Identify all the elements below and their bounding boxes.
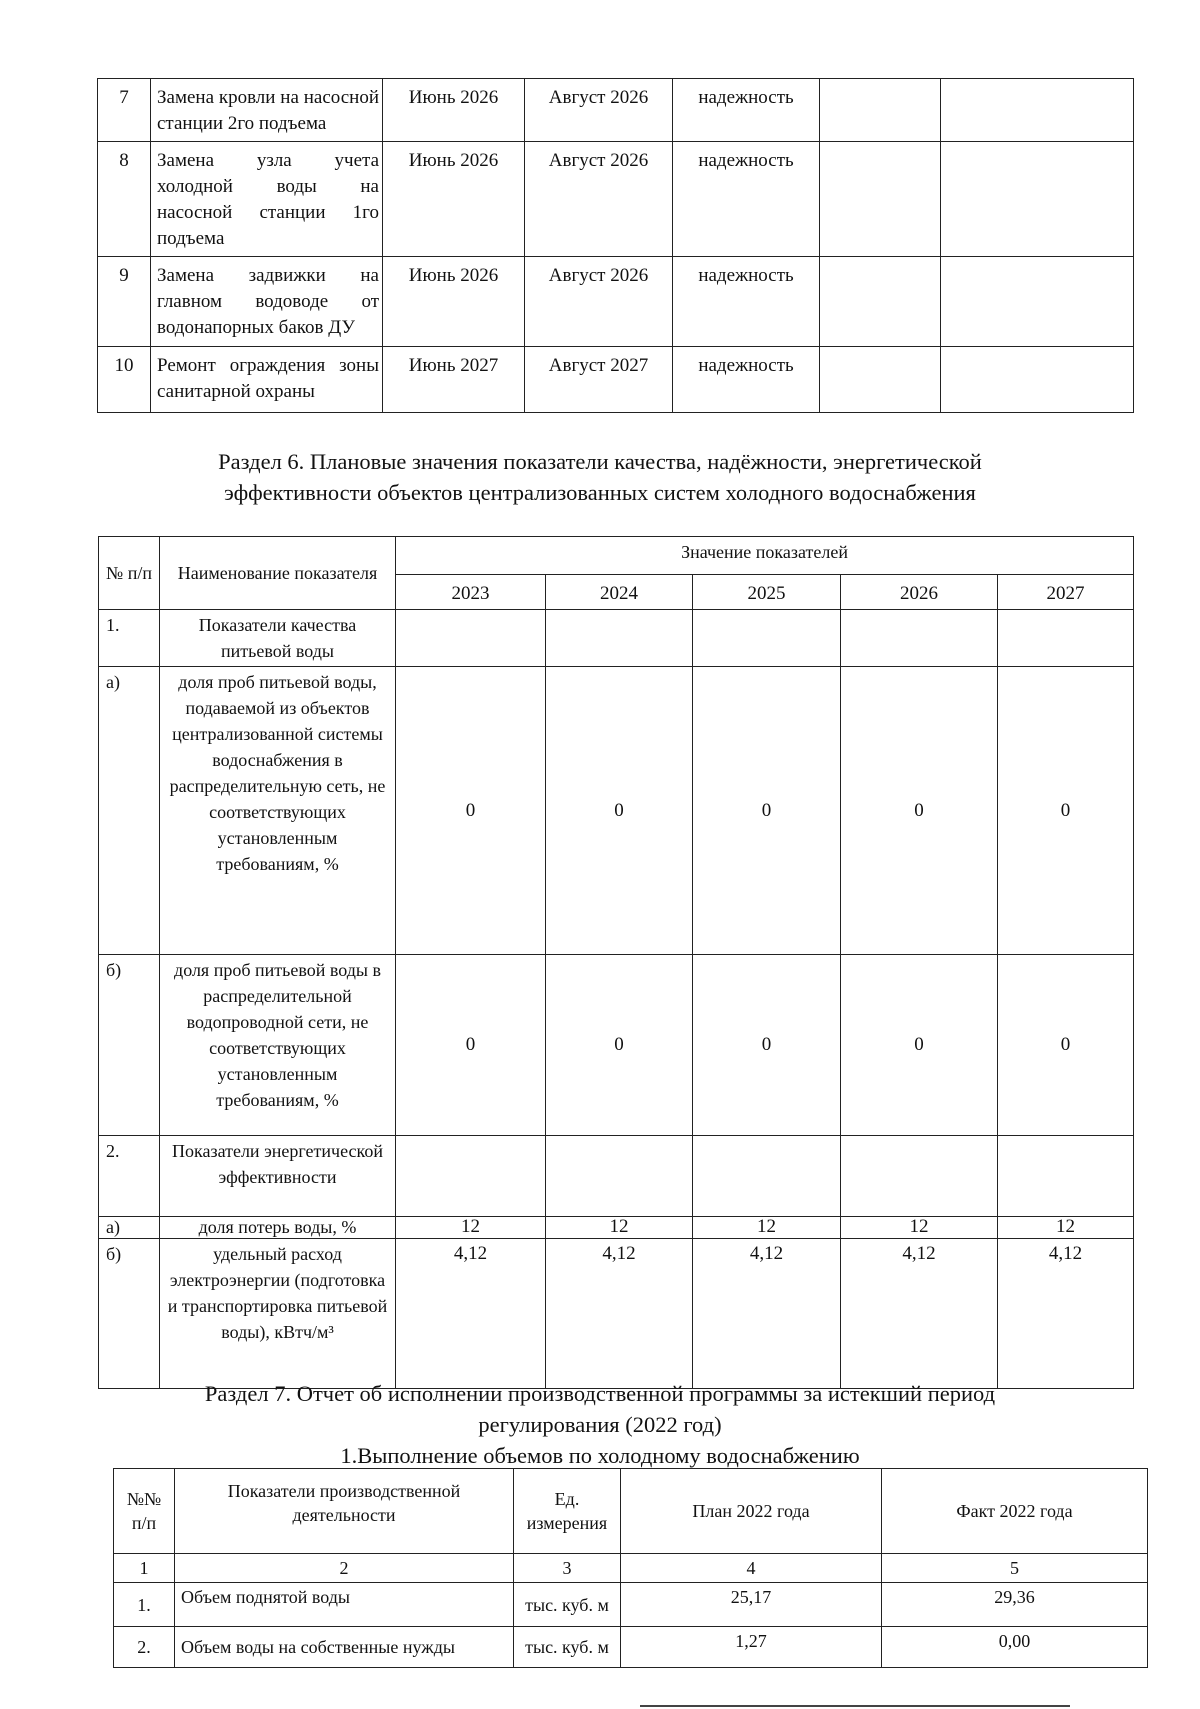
value-cell: 4,12 (998, 1239, 1134, 1389)
column-number: 2 (175, 1554, 514, 1583)
col-header-fact: Факт 2022 года (882, 1469, 1148, 1554)
end-date: Август 2026 (525, 257, 673, 347)
start-date: Июнь 2026 (383, 142, 525, 257)
table-header-row (114, 1469, 1148, 1554)
indicator-name: Показатели энергетической эффективности (160, 1136, 396, 1217)
fact-value: 29,36 (882, 1583, 1148, 1627)
table-row (114, 1583, 1148, 1627)
criterion: надежность (673, 79, 820, 142)
row-number: а) (99, 1217, 160, 1239)
indicator-name: Объем поднятой воды (175, 1583, 514, 1627)
column-number: 1 (114, 1554, 175, 1583)
empty-cell (820, 142, 941, 257)
criterion: надежность (673, 347, 820, 413)
value-cell: 0 (998, 955, 1134, 1136)
row-number: 2. (99, 1136, 160, 1217)
table-header-row (99, 537, 1134, 575)
criterion: надежность (673, 257, 820, 347)
row-number: 8 (98, 142, 151, 257)
value-cell: 0 (998, 667, 1134, 955)
start-date: Июнь 2026 (383, 79, 525, 142)
value-cell (396, 1136, 546, 1217)
value-cell (396, 610, 546, 667)
empty-cell (941, 142, 1134, 257)
value-cell (693, 1136, 841, 1217)
row-number: 10 (98, 347, 151, 413)
value-cell: 0 (841, 667, 998, 955)
value-cell: 0 (396, 955, 546, 1136)
empty-cell (941, 79, 1134, 142)
empty-cell (820, 257, 941, 347)
value-cell: 12 (998, 1217, 1134, 1239)
work-name: Ремонт ограждения зоны санитарной охраны (151, 347, 383, 413)
col-header-plan: План 2022 года (621, 1469, 882, 1554)
value-cell: 0 (396, 667, 546, 955)
table-row (98, 142, 1134, 257)
row-number: 1. (99, 610, 160, 667)
work-name: Замена задвижки на главном водоводе от водонапорных баков ДУ (151, 257, 383, 347)
indicator-name: доля проб питьевой воды, подаваемой из объектов централизованной системы водоснабжения в распределительную сеть, не соответствующих установленным требованиям, % (160, 667, 396, 955)
value-cell: 4,12 (396, 1239, 546, 1389)
value-cell: 0 (693, 955, 841, 1136)
empty-cell (941, 257, 1134, 347)
section6-title (0, 446, 1200, 508)
row-number: а) (99, 667, 160, 955)
end-date: Август 2026 (525, 142, 673, 257)
plan-value: 1,27 (621, 1627, 882, 1668)
table-row (99, 1217, 1134, 1239)
section6-title-line1: Раздел 6. Плановые значения показатели качества, надёжности, энергетической (218, 449, 982, 474)
value-cell (841, 1136, 998, 1217)
col-header-values: Значение показателей (396, 537, 1134, 575)
col-header-num: №№ п/п (114, 1469, 175, 1554)
unit-cell: тыс. куб. м (514, 1627, 621, 1668)
indicator-name: Объем воды на собственные нужды (175, 1627, 514, 1668)
year-header: 2023 (396, 575, 546, 610)
work-name: Замена кровли на насосной станции 2го подъема (151, 79, 383, 142)
value-cell (998, 610, 1134, 667)
column-number: 5 (882, 1554, 1148, 1583)
empty-cell (820, 347, 941, 413)
value-cell: 0 (546, 667, 693, 955)
start-date: Июнь 2027 (383, 347, 525, 413)
column-number-row (114, 1554, 1148, 1583)
year-header: 2024 (546, 575, 693, 610)
indicators-table (98, 536, 1134, 1389)
start-date: Июнь 2026 (383, 257, 525, 347)
col-header-name: Показатели производственной деятельности (175, 1469, 514, 1554)
section7-subtitle: 1.Выполнение объемов по холодному водоснабжению (340, 1443, 860, 1468)
empty-cell (820, 79, 941, 142)
section6-title-line2: эффективности объектов централизованных систем холодного водоснабжения (224, 480, 976, 505)
indicator-name: Показатели качества питьевой воды (160, 610, 396, 667)
col-header-name: Наименование показателя (160, 537, 396, 610)
year-header: 2025 (693, 575, 841, 610)
table-row (99, 955, 1134, 1136)
table-row (114, 1627, 1148, 1668)
value-cell: 12 (841, 1217, 998, 1239)
value-cell (841, 610, 998, 667)
value-cell (546, 1136, 693, 1217)
column-number: 3 (514, 1554, 621, 1583)
row-number: 7 (98, 79, 151, 142)
section7-title-line2: регулирования (2022 год) (478, 1412, 722, 1437)
value-cell: 0 (841, 955, 998, 1136)
volumes-table (113, 1468, 1148, 1668)
section7-title (0, 1378, 1200, 1471)
works-schedule-table (97, 78, 1134, 413)
row-number: б) (99, 955, 160, 1136)
indicator-name: удельный расход электроэнергии (подготовка и транспортировка питьевой воды), кВтч/м³ (160, 1239, 396, 1389)
col-header-num: № п/п (99, 537, 160, 610)
table-row (98, 257, 1134, 347)
plan-value: 25,17 (621, 1583, 882, 1627)
value-cell: 4,12 (693, 1239, 841, 1389)
table-row (98, 347, 1134, 413)
row-number: б) (99, 1239, 160, 1389)
end-date: Август 2027 (525, 347, 673, 413)
column-number: 4 (621, 1554, 882, 1583)
table-row (99, 1136, 1134, 1217)
col-header-unit: Ед. измерения (514, 1469, 621, 1554)
table-row (99, 1239, 1134, 1389)
value-cell (998, 1136, 1134, 1217)
empty-cell (941, 347, 1134, 413)
value-cell: 12 (546, 1217, 693, 1239)
table-row (98, 79, 1134, 142)
row-number: 2. (114, 1627, 175, 1668)
end-date: Август 2026 (525, 79, 673, 142)
value-cell (546, 610, 693, 667)
table-row (99, 610, 1134, 667)
year-header: 2027 (998, 575, 1134, 610)
indicator-name: доля потерь воды, % (160, 1217, 396, 1239)
value-cell: 4,12 (546, 1239, 693, 1389)
year-header: 2026 (841, 575, 998, 610)
work-name: Замена узла учета холодной воды на насосной станции 1го подъема (151, 142, 383, 257)
row-number: 1. (114, 1583, 175, 1627)
value-cell: 0 (693, 667, 841, 955)
indicator-name: доля проб питьевой воды в распределительной водопроводной сети, не соответствующих установленным требованиям, % (160, 955, 396, 1136)
row-number: 9 (98, 257, 151, 347)
value-cell: 12 (693, 1217, 841, 1239)
unit-cell: тыс. куб. м (514, 1583, 621, 1627)
value-cell (693, 610, 841, 667)
value-cell: 4,12 (841, 1239, 998, 1389)
value-cell: 0 (546, 955, 693, 1136)
value-cell: 12 (396, 1217, 546, 1239)
table-row (99, 667, 1134, 955)
fact-value: 0,00 (882, 1627, 1148, 1668)
scan-edge-line (640, 1705, 1070, 1707)
criterion: надежность (673, 142, 820, 257)
section7-title-line1: Раздел 7. Отчет об исполнении производственной программы за истекший период (204, 1381, 996, 1406)
